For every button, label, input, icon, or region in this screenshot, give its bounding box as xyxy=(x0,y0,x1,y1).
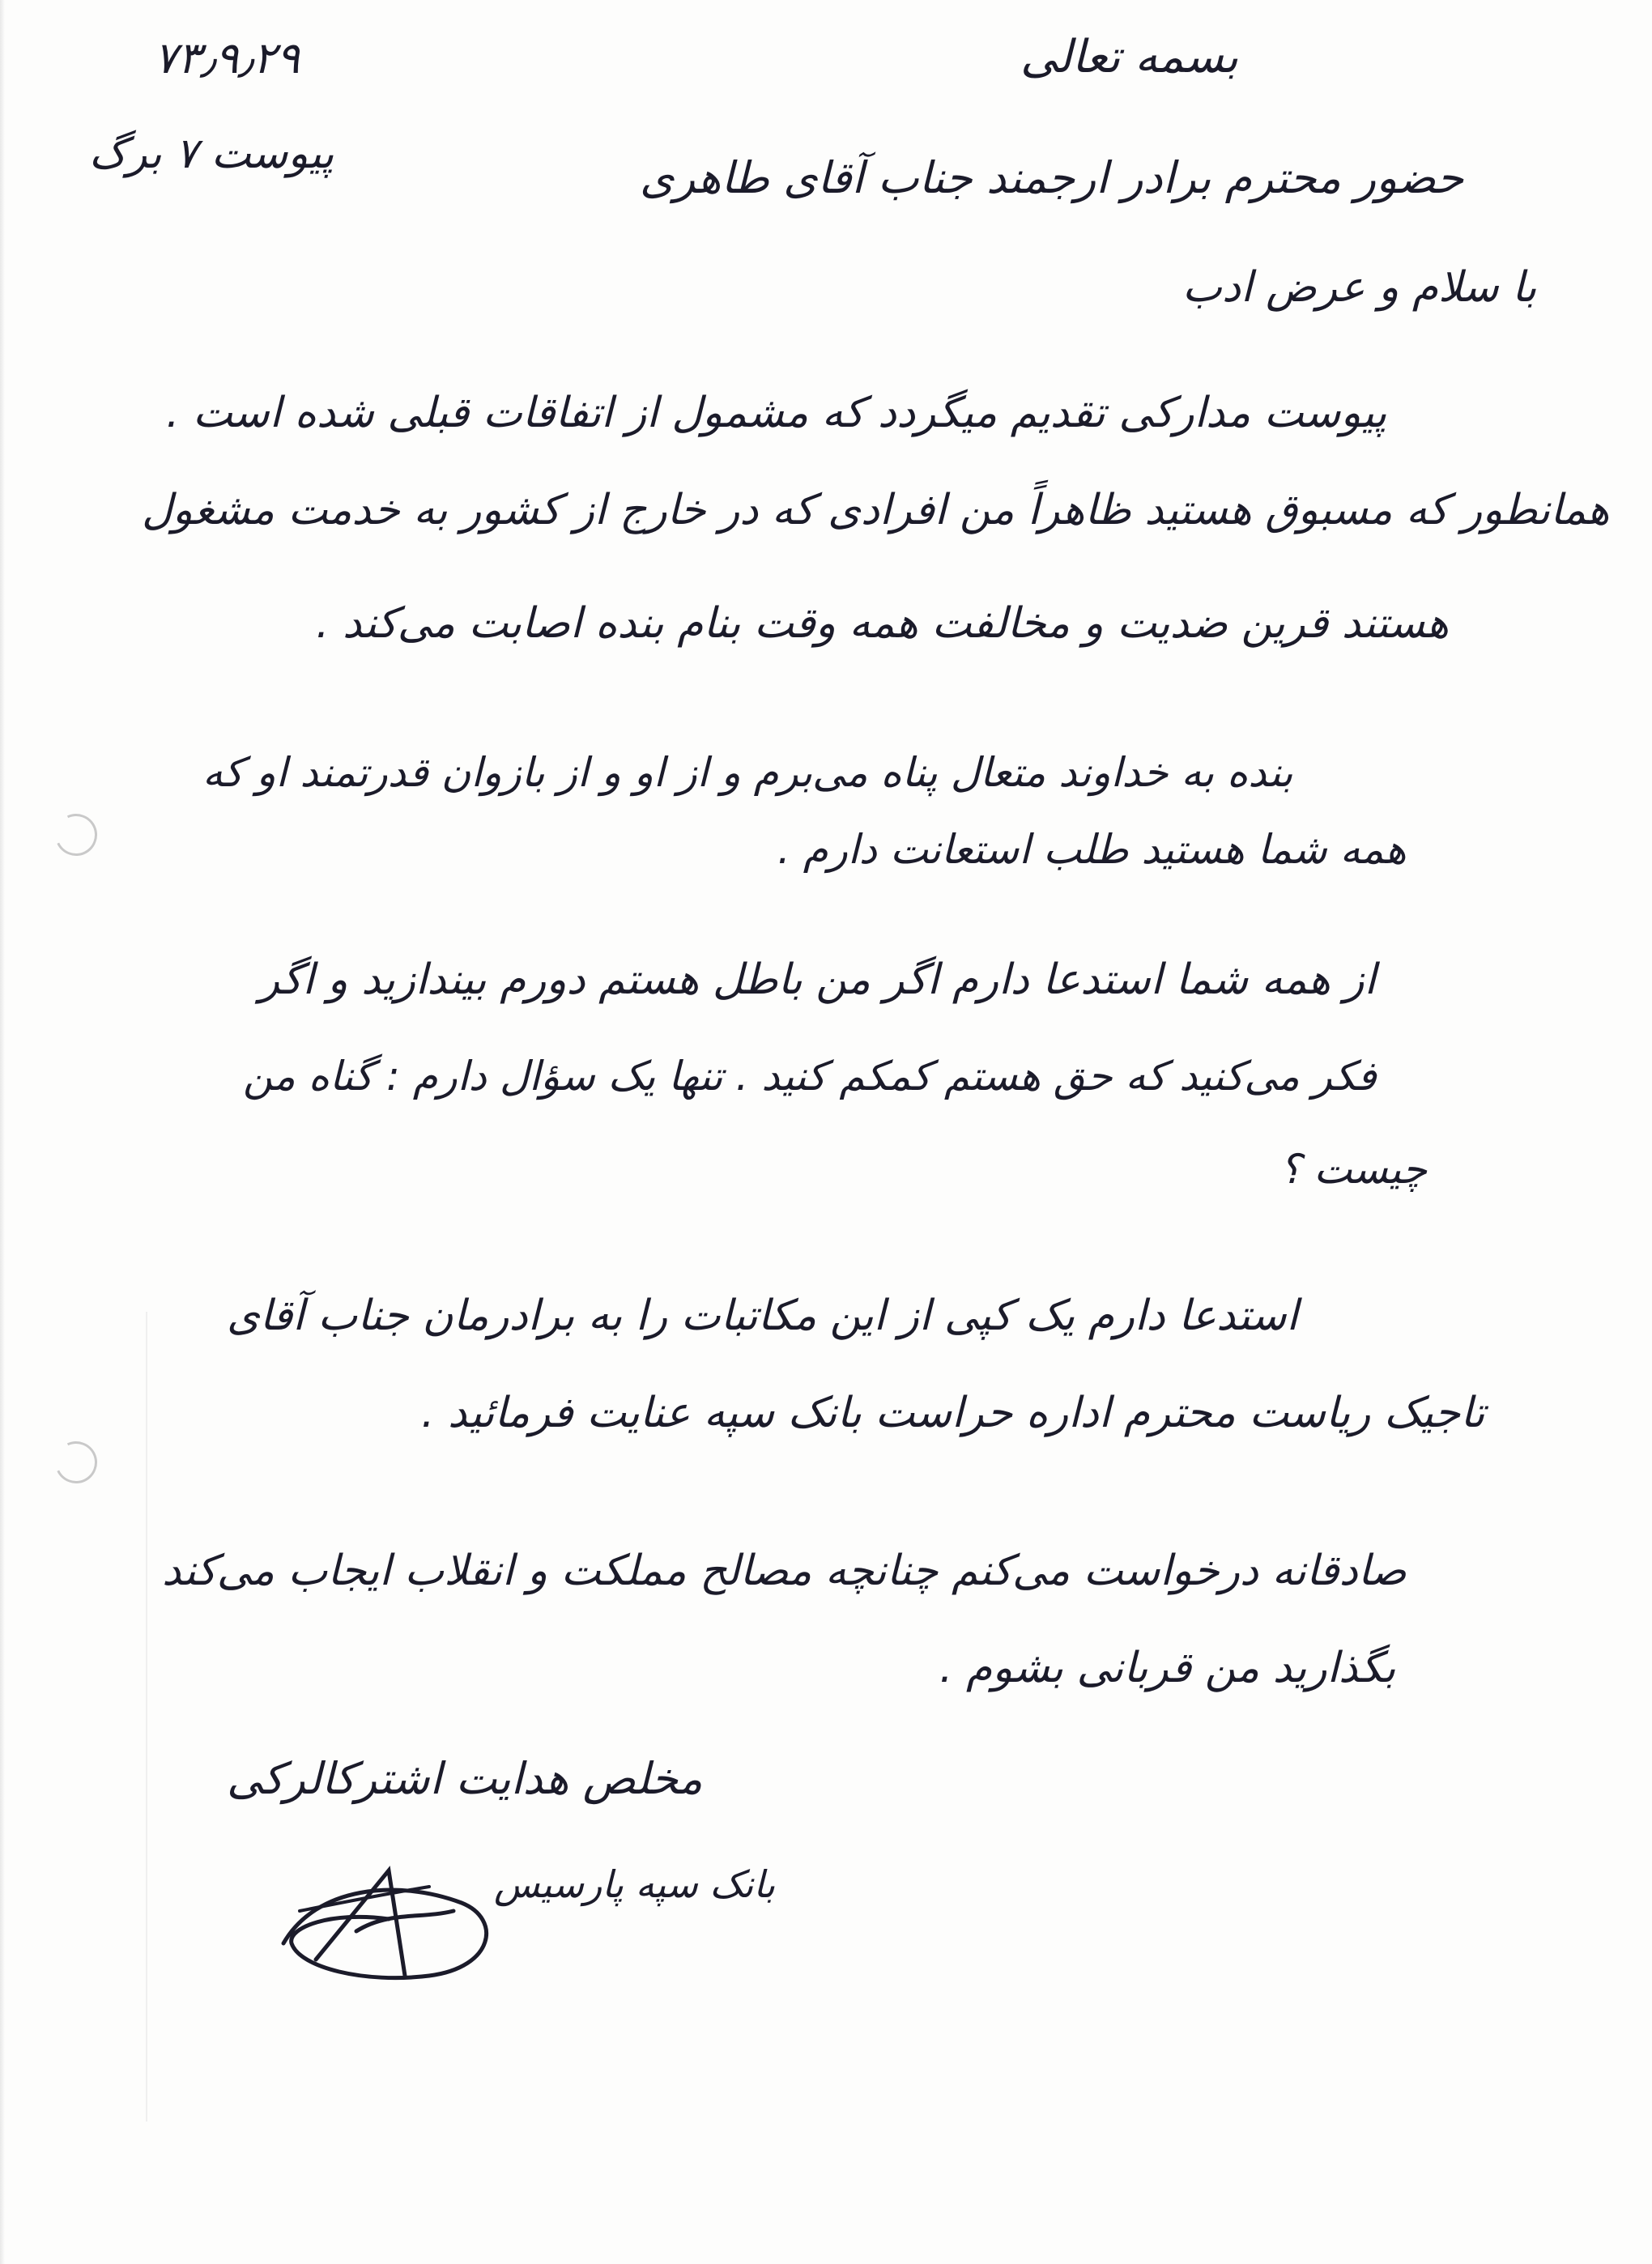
recipient-line: حضور محترم برادر ارجمند جناب آقای طاهری xyxy=(640,152,1464,203)
handwritten-signature xyxy=(267,1854,510,1992)
body-line: از همه شما استدعا دارم اگر من باطل هستم دورم بیندازید و اگر xyxy=(259,955,1377,1004)
body-line: تاجیک ریاست محترم اداره حراست بانک سپه عنایت فرمائید . xyxy=(421,1389,1485,1437)
scan-edge xyxy=(0,0,5,2264)
signature-caption: بانک سپه پارسیس xyxy=(494,1862,776,1906)
invocation: بسمه تعالی xyxy=(1020,31,1239,83)
body-line: فکر می‌کنید که حق هستم کمکم کنید . تنها یک سؤال دارم : گناه من xyxy=(243,1053,1377,1100)
body-line: چیست ؟ xyxy=(1279,1146,1428,1193)
attachment-note: پیوست ۷ برگ xyxy=(89,130,334,178)
punch-hole xyxy=(49,1436,104,1490)
body-line: همانطور که مسبوق هستید ظاهراً من افرادی که در خارج از کشور به خدمت مشغول xyxy=(142,486,1610,534)
body-line: پیوست مدارکی تقدیم میگردد که مشمول از اتفاقات قبلی شده است . xyxy=(166,389,1387,437)
salutation: با سلام و عرض ادب xyxy=(1182,263,1537,312)
body-line: هستند قرین ضدیت و مخالفت همه وقت بنام بنده اصابت می‌کند . xyxy=(316,599,1450,648)
body-line: بگذارید من قربانی بشوم . xyxy=(939,1644,1396,1692)
margin-shadow xyxy=(146,1312,147,2121)
body-line: همه شما هستید طلب استعانت دارم . xyxy=(777,826,1407,873)
letter-date: ۷۳٫۹٫۲۹ xyxy=(154,32,300,83)
body-line: استدعا دارم یک کپی از این مکاتبات را به برادرمان جناب آقای xyxy=(227,1292,1299,1340)
punch-hole xyxy=(49,808,104,862)
sign-off: مخلص هدایت اشترکالرکی xyxy=(227,1753,703,1804)
body-line: صادقانه درخواست می‌کنم چنانچه مصالح مملکت و انقلاب ایجاب می‌کند xyxy=(162,1547,1407,1595)
body-line: بنده به خداوند متعال پناه می‌برم و از او و از بازوان قدرتمند او که xyxy=(202,749,1293,796)
